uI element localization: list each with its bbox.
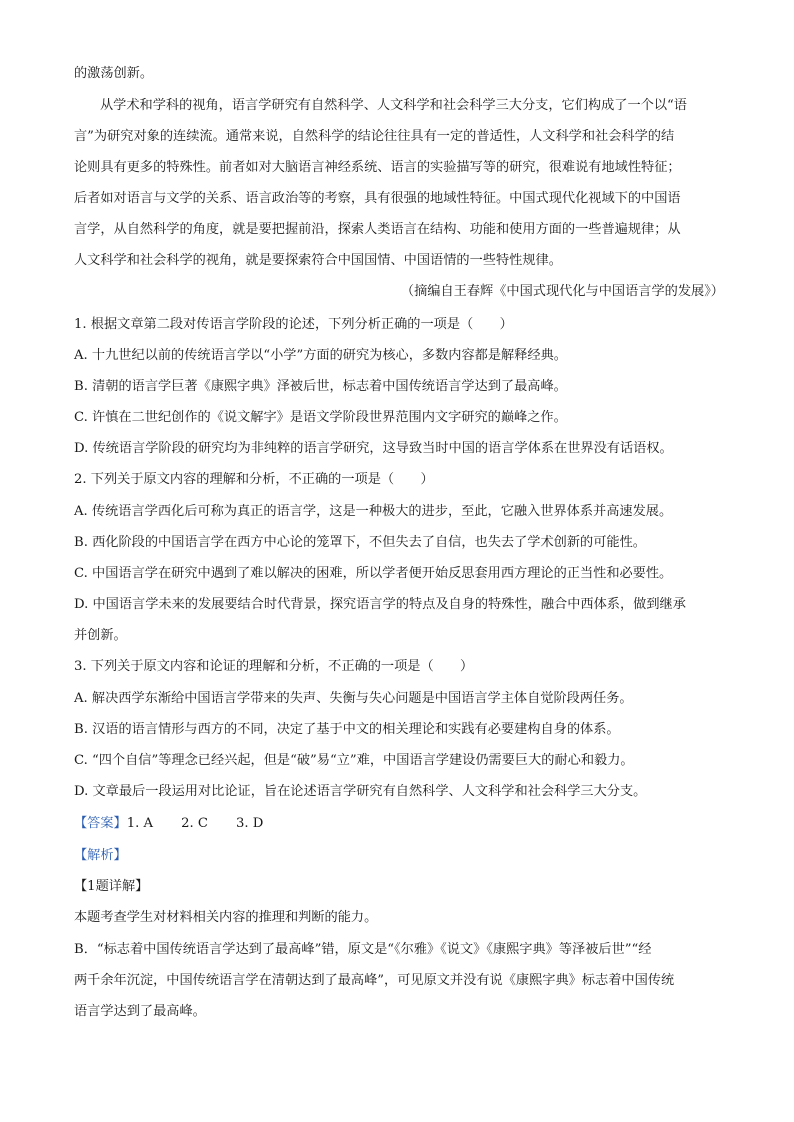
q1-option-a: A. 十九世纪以前的传统语言学以“小学”方面的研究为核心，多数内容都是解释经典。	[74, 348, 567, 363]
question-stem-3: 3. 下列关于原文内容和论证的理解和分析，不正确的一项是（ ）	[74, 659, 474, 674]
passage-source: （摘编自王春辉《中国式现代化与中国语言学的发展》）	[400, 284, 724, 299]
passage-line: 论则具有更多的特殊性。前者如对大脑语言神经系统、语言的实验描写等的研究，很难说有地域性特征；	[74, 160, 681, 175]
q3-option-b: B. 汉语的语言情形与西方的不同，决定了基于中文的相关理论和实践有必要建构自身的体系。	[74, 722, 620, 737]
question-stem-1: 1. 根据文章第二段对传语言学阶段的论述，下列分析正确的一项是（ ）	[74, 317, 513, 332]
passage-line: 言学，从自然科学的角度，就是要把握前沿，探索人类语言在结构、功能和使用方面的一些普遍规律；从	[74, 222, 681, 237]
q1-option-b: B. 清朝的语言学巨著《康熙字典》泽被后世，标志着中国传统语言学达到了最高峰。	[74, 379, 567, 394]
answer-line	[74, 808, 724, 839]
analysis-line: 本题考查学生对材料相关内容的推理和判断的能力。	[74, 910, 378, 925]
analysis-label: 【解析】	[74, 848, 127, 863]
analysis-line: 两千余年沉淀，中国传统语言学在清朝达到了最高峰”，可见原文并没有说《康熙字典》标志着中国传统	[74, 973, 675, 988]
passage-line: 言”为研究对象的连续流。通常来说，自然科学的结论往往具有一定的普适性，人文科学和社会科学的结	[74, 129, 675, 144]
q2-option-d-cont: 并创新。	[74, 628, 127, 643]
q2-option-d: D. 中国语言学未来的发展要结合时代背景，探究语言学的特点及自身的特殊性，融合中西体系，做到继承	[74, 597, 686, 612]
q2-option-b: B. 西化阶段的中国语言学在西方中心论的笼罩下，不但失去了自信，也失去了学术创新的可能性。	[74, 535, 646, 550]
q2-option-c: C. 中国语言学在研究中遇到了难以解决的困难，所以学者便开始反思套用西方理论的正当性和必要性。	[74, 566, 673, 581]
q3-option-a: A. 解决西学东渐给中国语言学带来的失声、失衡与失心问题是中国语言学主体自觉阶段两任务。	[74, 691, 633, 706]
q3-option-d: D. 文章最后一段运用对比论证，旨在论述语言学研究有自然科学、人文科学和社会科学三大分支。	[74, 784, 647, 799]
q1-option-d: D. 传统语言学阶段的研究均为非纯粹的语言学研究，这导致当时中国的语言学体系在世界没有话语权。	[74, 441, 673, 456]
analysis-line: B．“标志着中国传统语言学达到了最高峰”错，原文是“《尔雅》《说文》《康熙字典》等泽被后世”“经	[74, 942, 652, 957]
q2-option-a: A. 传统语言学西化后可称为真正的语言学，这是一种极大的进步，至此，它融入世界体系并高速发展。	[74, 504, 673, 519]
answer-item: 2. C	[181, 816, 208, 831]
passage-line: 后者如对语言与文学的关系、语言政治等的考察，具有很强的地域性特征。中国式现代化视域下的中国语	[74, 191, 681, 206]
passage-line: 人文科学和社会科学的视角，就是要探索符合中国国情、中国语情的一些特性规律。	[74, 253, 562, 268]
analysis-sub-label: 【1题详解】	[74, 879, 149, 894]
answer-label: 【答案】	[74, 816, 127, 831]
passage-line: 的激荡创新。	[74, 66, 154, 81]
answer-item: 1. A	[126, 816, 154, 831]
q1-option-c: C. 许慎在二世纪创作的《说文解字》是语文学阶段世界范围内文字研究的巅峰之作。	[74, 410, 567, 425]
question-stem-2: 2. 下列关于原文内容的理解和分析，不正确的一项是（ ）	[74, 472, 434, 487]
analysis-line: 语言学达到了最高峰。	[74, 1004, 206, 1019]
passage-line: 从学术和学科的视角，语言学研究有自然科学、人文科学和社会科学三大分支，它们构成了一个以“语	[100, 98, 687, 113]
answer-item: 3. D	[235, 816, 264, 831]
q3-option-c: C. “四个自信”等理念已经兴起，但是“破”易“立”难，中国语言学建设仍需要巨大的耐心和毅力。	[74, 753, 634, 768]
